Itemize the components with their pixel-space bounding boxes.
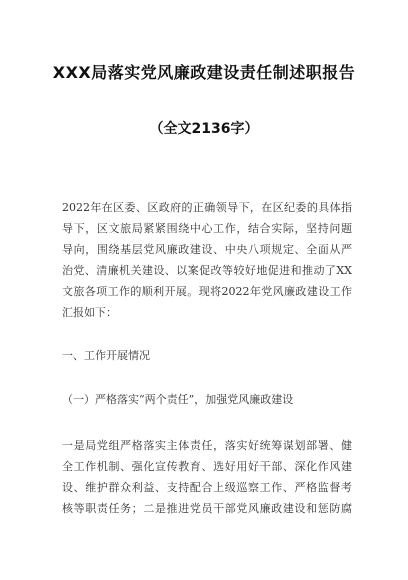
intro-line: 导下，区文旅局紧紧围绕中心工作，结合实际，坚持问题: [62, 222, 352, 235]
subsection-heading: （一）严格落实“两个责任”，加强党风廉政建设: [62, 393, 294, 406]
body-line: 设、维护群众利益、支持配合上级巡察工作、严格监督考: [62, 481, 352, 494]
document-subtitle: （全文2136字）: [149, 121, 259, 137]
intro-line: 2022年在区委、区政府的正确领导下，在区纪委的具体指: [62, 201, 352, 214]
body-line: 一是局党组严格落实主体责任，落实好统筹谋划部署、健: [62, 439, 352, 452]
body-paragraph: [62, 435, 352, 519]
intro-line: 汇报如下：: [62, 306, 117, 319]
document-title: XXX局落实党风廉政建设责任制述职报告: [52, 63, 356, 82]
intro-line: 导向，围绕基层党风廉政建设、中央八项规定、全面从严: [62, 243, 352, 256]
body-line: 核等职责任务；二是推进党员干部党风廉政建设和惩防腐: [62, 502, 352, 515]
section-heading: 一、工作开展情况: [62, 349, 150, 362]
intro-line: 治党、清廉机关建设、以案促改等较好地促进和推动了XX: [62, 264, 352, 277]
intro-line: 文旅各项工作的顺利开展。现将2022年党风廉政建设工作: [62, 285, 352, 298]
intro-paragraph: [62, 197, 352, 323]
body-line: 全工作机制、强化宣传教育、选好用好干部、深化作风建: [62, 460, 352, 473]
